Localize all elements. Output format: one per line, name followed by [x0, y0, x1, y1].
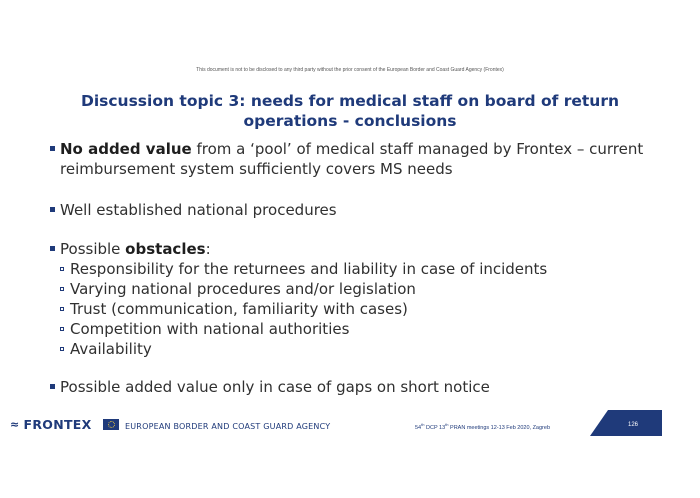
hollow-square-icon: [60, 307, 64, 311]
bullet-square-icon: [50, 146, 55, 151]
bullet-bold-text: obstacles: [125, 240, 206, 258]
confidentiality-disclaimer: This document is not to be disclosed to any third party without the prior consent of the European Border and Coast Guard Agency (Frontex): [196, 67, 504, 73]
sub-bullet: [50, 339, 670, 359]
bullet-obstacles: [50, 239, 670, 259]
page-number: 126: [628, 422, 639, 428]
bullet-text-suffix: :: [205, 240, 211, 258]
hollow-square-icon: [60, 267, 64, 271]
bullet-text: from a ‘pool’ of medical staff managed by Frontex – current: [191, 140, 644, 158]
bullet-no-added-value: [50, 139, 670, 179]
hollow-square-icon: [60, 347, 64, 351]
bullet-text: Possible added value only in case of gaps on short notice: [60, 378, 490, 396]
eu-flag-icon: [103, 419, 119, 430]
sub-bullet-text: Trust (communication, familiarity with cases): [70, 300, 408, 318]
meeting-info: 54th DCP 13th PRAN meetings 12-13 Feb 2020, Zagreb: [415, 422, 551, 431]
sub-bullet-text: Competition with national authorities: [70, 320, 350, 338]
sub-bullet-text: Responsibility for the returnees and liability in case of incidents: [70, 260, 548, 278]
sub-bullet: [50, 299, 670, 319]
sub-bullet-text: Availability: [70, 340, 152, 358]
page-number-tab: [590, 410, 662, 436]
bullet-added-value-gaps: [50, 377, 670, 397]
bullet-square-icon: [50, 207, 55, 212]
bullet-national-procedures: [50, 200, 670, 220]
bullet-text: Well established national procedures: [60, 201, 337, 219]
hollow-square-icon: [60, 287, 64, 291]
bullet-text: Possible: [60, 240, 126, 258]
hollow-square-icon: [60, 327, 64, 331]
sub-bullet-text: Varying national procedures and/or legislation: [70, 280, 416, 298]
sub-bullet: [50, 259, 670, 279]
sub-bullet: [50, 319, 670, 339]
agency-name: EUROPEAN BORDER AND COAST GUARD AGENCY: [125, 422, 331, 431]
sub-bullet: [50, 279, 670, 299]
slide-content: [50, 139, 670, 397]
bullet-square-icon: [50, 384, 55, 389]
bullet-bold-text: No added value: [60, 140, 192, 158]
bullet-text-continued: reimbursement system sufficiently covers MS needs: [60, 160, 453, 178]
slide-footer: [0, 410, 700, 438]
bullet-square-icon: [50, 246, 55, 251]
frontex-logo-icon: ≈: [10, 418, 20, 431]
logo-text: FRONTEX: [23, 417, 92, 432]
frontex-logo: [10, 417, 92, 432]
slide-title: Discussion topic 3: needs for medical staff on board of return operations - conclusions: [80, 92, 620, 130]
